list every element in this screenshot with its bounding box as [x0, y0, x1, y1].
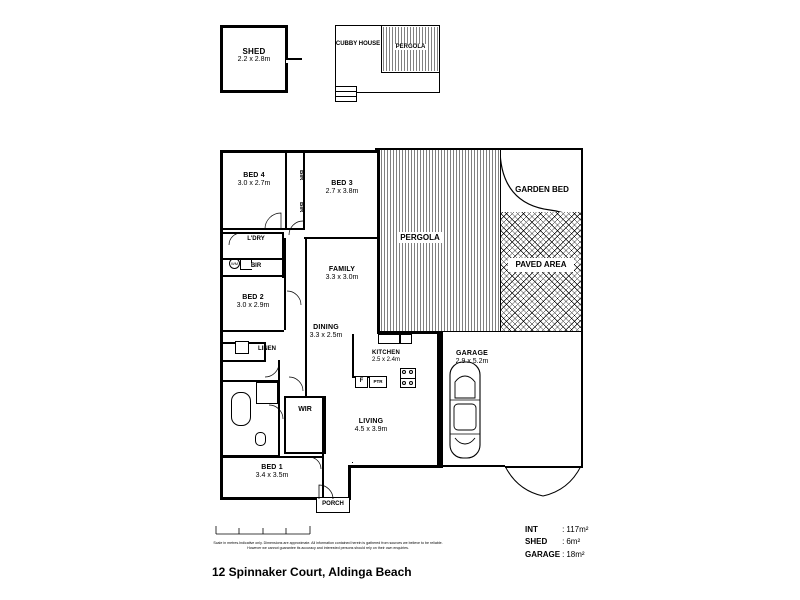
door-bath	[264, 362, 280, 378]
label-garden-bed: GARDEN BED	[515, 185, 569, 194]
house-wall-porch-right	[348, 465, 351, 500]
entry-door-swing	[318, 484, 338, 500]
garage-inner-wall	[437, 334, 440, 465]
paved-area-bottom-edge	[500, 331, 582, 332]
room-shed: SHED 2.2 x 2.8m	[237, 47, 271, 64]
wall-dining-bottom-left	[305, 374, 307, 398]
linen-basin	[235, 341, 249, 354]
oven-burner-4	[409, 381, 413, 385]
disclaimer-text: Scale in metres.Indicative only. Dimensions are approximate. All information contained herein is gathered from sources we believe to be reliable. However we cannot guarantee its accuracy and interested persons should rely on their own enquiries.	[213, 541, 443, 550]
oven-divider	[400, 378, 416, 379]
wall-wir-bottom	[284, 452, 324, 454]
window-bed4	[236, 149, 266, 150]
door-wc	[268, 404, 284, 420]
house-wall-left	[220, 150, 223, 500]
cubby-step-line-2	[335, 96, 357, 97]
room-bed2: BED 2 3.0 x 2.9m	[236, 294, 270, 310]
wall-bed2-right	[284, 238, 286, 330]
house-wall-bottom-right	[348, 465, 443, 468]
toilet-icon	[255, 432, 266, 446]
shower-icon	[256, 382, 278, 404]
door-wir	[288, 376, 304, 392]
wall-family-left	[305, 238, 307, 306]
wall-living-left	[324, 396, 326, 454]
label-ldry: L'DRY	[247, 236, 265, 242]
room-living: LIVING 4.5 x 3.9m	[354, 418, 388, 434]
oven-burner-1	[402, 370, 406, 374]
legend-row: GARAGE : 18m²	[525, 549, 585, 559]
label-pergola: PERGOLA	[385, 233, 455, 242]
shed-opening	[286, 60, 302, 63]
window-bed4-line	[236, 152, 266, 153]
wall-bed2-bottom	[222, 330, 284, 332]
label-bir-mid: BIR	[250, 263, 262, 269]
room-bed1: BED 1 3.4 x 3.5m	[255, 464, 289, 480]
label-linen: LINEN	[258, 346, 276, 352]
kitchen-cooktop-icon	[400, 334, 412, 344]
wall-wir-left	[284, 396, 286, 452]
oven-burner-2	[409, 370, 413, 374]
label-cubby-pergola: PERGOLA	[395, 44, 426, 50]
wall-dining-left	[305, 306, 307, 376]
area-legend	[525, 524, 590, 561]
scale-bar	[214, 524, 314, 538]
wall-bed3-bottom	[304, 237, 378, 239]
cubby-step-line-1	[335, 91, 357, 92]
room-kitchen: KITCHEN 2.5 x 2.4m	[371, 350, 401, 363]
wall-linen-bottom	[222, 360, 266, 362]
legend-row: SHED : 6m²	[525, 537, 581, 547]
window-living-marker	[352, 462, 353, 463]
shed-wall-stub	[286, 58, 302, 60]
window-bed1-line	[222, 468, 223, 494]
room-bed4: BED 4 3.0 x 2.7m	[237, 172, 271, 188]
page-title: 12 Spinnaker Court, Aldinga Beach	[212, 565, 412, 579]
door-bed4	[264, 212, 282, 230]
cubby-steps	[335, 86, 357, 102]
bathtub-icon	[231, 392, 251, 426]
label-porch: PORCH	[322, 501, 344, 507]
room-family: FAMILY 3.3 x 3.0m	[325, 266, 359, 282]
window-bed2	[219, 288, 220, 316]
label-wir: WIR	[298, 406, 312, 413]
legend-row: INT : 117m²	[525, 525, 589, 534]
wall-bir2-bottom	[222, 275, 284, 277]
kitchen-sink-icon	[378, 334, 400, 344]
window-bed3-line	[329, 152, 359, 153]
label-bir-bed3: BIR	[298, 201, 304, 213]
oven-burner-3	[402, 381, 406, 385]
window-bed3	[329, 149, 359, 150]
room-bed3: BED 3 2.7 x 3.8m	[325, 180, 359, 196]
driveway-curves	[505, 466, 583, 498]
room-garage: GARAGE 2.9 x 5.2m	[455, 350, 489, 366]
car-icon	[447, 360, 483, 460]
door-bed2	[286, 290, 302, 306]
wall-kitchen-left	[352, 334, 354, 378]
house-wall-right-upper	[377, 150, 380, 334]
label-pantry: PTR	[373, 379, 383, 384]
label-paved-area: PAVED AREA	[508, 258, 574, 272]
label-cubby-house: CUBBY HOUSE	[335, 41, 381, 47]
label-wm: WM	[230, 261, 239, 266]
label-fridge: F	[359, 378, 364, 384]
garage-door-line	[443, 465, 505, 467]
wall-wir-top	[284, 396, 324, 398]
window-bed2-line	[222, 288, 223, 316]
room-dining: DINING 3.3 x 2.5m	[309, 324, 343, 340]
paved-area-hatch	[500, 212, 581, 332]
window-bed1	[219, 468, 220, 494]
label-bir-top: BIR	[298, 169, 304, 181]
